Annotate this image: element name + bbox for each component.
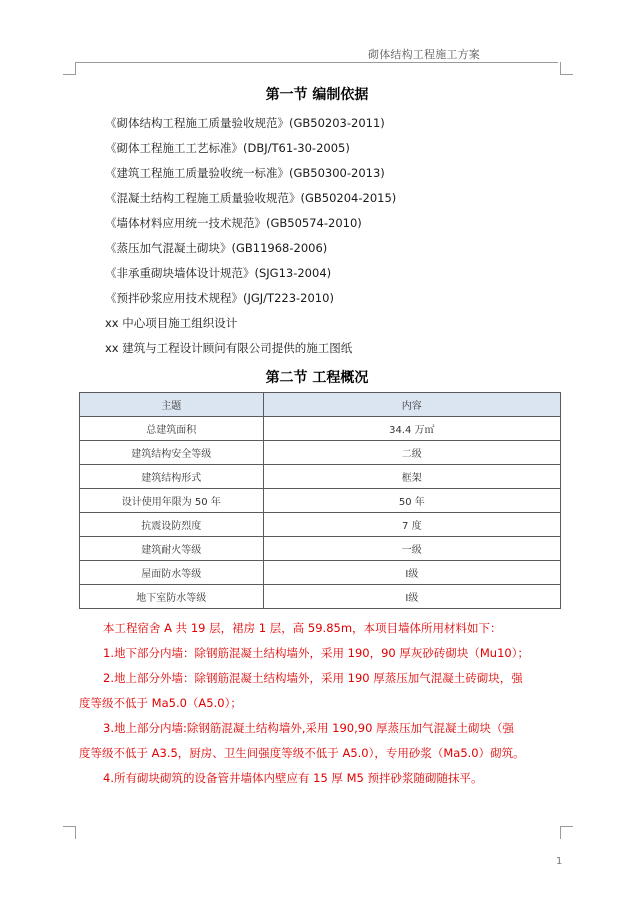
table-row bbox=[80, 441, 561, 465]
reference-item: 《砌体结构工程施工质量验收规范》(GB50203-2011) bbox=[105, 116, 385, 130]
table-cell-topic: 总建筑面积 bbox=[80, 417, 264, 441]
reference-item: 《砌体工程施工工艺标准》(DBJ/T61-30-2005) bbox=[105, 141, 350, 155]
materials-intro: 本工程宿舍 A 共 19 层，裙房 1 层，高 59.85m，本项目墙体所用材料如下： bbox=[103, 621, 502, 635]
materials-item-3-line-1: 3.地上部分内墙:除钢筋混凝土结构墙外,采用 190,90 厚蒸压加气混凝土砌块（强 bbox=[103, 721, 515, 735]
crop-mark-bottom-left bbox=[63, 826, 76, 839]
reference-item: 《建筑工程施工质量验收统一标准》(GB50300-2013) bbox=[105, 166, 385, 180]
running-header: 砌体结构工程施工方案 bbox=[368, 48, 480, 61]
table-cell-topic: 地下室防水等级 bbox=[80, 585, 264, 609]
materials-item-2-line-2: 度等级不低于 Ma5.0（A5.0）； bbox=[79, 696, 242, 710]
materials-item-2-line-1: 2.地上部分外墙：除钢筋混凝土结构墙外，采用 190 厚蒸压加气混凝土砖砌块，强 bbox=[103, 671, 523, 685]
table-row bbox=[80, 561, 561, 585]
table-header-row bbox=[80, 393, 561, 417]
table-cell-content: 7 度 bbox=[263, 513, 560, 537]
table-cell-content: 框架 bbox=[263, 465, 560, 489]
reference-item: 《蒸压加气混凝土砌块》(GB11968-2006) bbox=[105, 241, 328, 255]
reference-item: xx 建筑与工程设计顾问有限公司提供的施工图纸 bbox=[105, 341, 353, 355]
table-row bbox=[80, 489, 561, 513]
table-cell-topic: 建筑结构安全等级 bbox=[80, 441, 264, 465]
crop-mark-bottom-right bbox=[560, 826, 573, 839]
header-rule bbox=[76, 62, 558, 63]
table-row bbox=[80, 417, 561, 441]
table-cell-content: 二级 bbox=[263, 441, 560, 465]
reference-item: 《墙体材料应用统一技术规范》(GB50574-2010) bbox=[105, 216, 362, 230]
table-row bbox=[80, 513, 561, 537]
table-cell-content: 一级 bbox=[263, 537, 560, 561]
section-1-title: 第一节 编制依据 bbox=[265, 87, 369, 103]
page-number: 1 bbox=[556, 856, 563, 867]
project-overview-table bbox=[79, 392, 561, 609]
materials-item-3-line-2: 度等级不低于 A3.5，厨房、卫生间强度等级不低于 A5.0），专用砂浆（Ma5.0）砌筑。 bbox=[79, 746, 525, 760]
table-row bbox=[80, 585, 561, 609]
materials-item-1: 1.地下部分内墙：除钢筋混凝土结构墙外，采用 190，90 厚灰砂砖砌块（Mu10）； bbox=[103, 646, 529, 660]
table-cell-content: 34.4 万㎡ bbox=[263, 417, 560, 441]
table-row bbox=[80, 465, 561, 489]
column-header-topic: 主题 bbox=[80, 393, 264, 417]
table-cell-topic: 建筑耐火等级 bbox=[80, 537, 264, 561]
reference-item: xx 中心项目施工组织设计 bbox=[105, 316, 238, 330]
table-cell-content: Ⅰ级 bbox=[263, 561, 560, 585]
crop-mark-top-left bbox=[63, 62, 76, 75]
table-row bbox=[80, 537, 561, 561]
reference-item: 《非承重砌块墙体设计规范》(SJG13-2004) bbox=[105, 266, 332, 280]
table-cell-content: 50 年 bbox=[263, 489, 560, 513]
table-cell-topic: 屋面防水等级 bbox=[80, 561, 264, 585]
table-cell-content: Ⅰ级 bbox=[263, 585, 560, 609]
reference-item: 《预拌砂浆应用技术规程》(JGJ/T223-2010) bbox=[105, 291, 334, 305]
crop-mark-top-right bbox=[560, 62, 573, 75]
reference-item: 《混凝土结构工程施工质量验收规范》(GB50204-2015) bbox=[105, 191, 397, 205]
materials-item-4: 4.所有砌块砌筑的设备管井墙体内壁应有 15 厚 M5 预拌砂浆随砌随抹平。 bbox=[103, 771, 483, 785]
section-2-title: 第二节 工程概况 bbox=[265, 370, 369, 386]
table-cell-topic: 建筑结构形式 bbox=[80, 465, 264, 489]
table-cell-topic: 设计使用年限为 50 年 bbox=[80, 489, 264, 513]
column-header-content: 内容 bbox=[263, 393, 560, 417]
table-cell-topic: 抗震设防烈度 bbox=[80, 513, 264, 537]
